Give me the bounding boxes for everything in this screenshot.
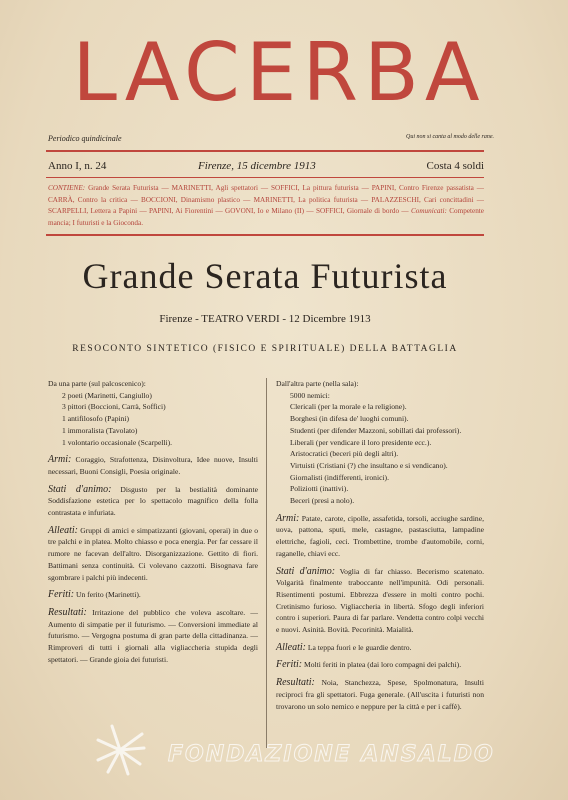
communiques-label: Comunicati:: [410, 207, 447, 215]
ansaldo-logo-icon: [90, 720, 150, 780]
list-item: Beceri (presi a nolo).: [290, 496, 355, 506]
section-resultati: [48, 607, 258, 666]
left-column: [48, 378, 258, 665]
section-armi: [48, 454, 258, 477]
article-place: Firenze - TEATRO VERDI - 12 Dicembre 1913: [159, 313, 371, 325]
section-head: Armi:: [48, 454, 72, 466]
communiques-text: Competente mancia; I futuristi e la Gioconda.: [48, 207, 484, 227]
list-item: Borghesi (in difesa de' luoghi comuni).: [290, 414, 409, 424]
section-body: Disgusto per la bestialità dominante Soddisfazione estetica per lo spettacolo magnifico della folla contrastata e infuriata.: [48, 484, 259, 518]
right-intro: Dall'altra parte (nella sala):: [276, 379, 359, 388]
section-alleati: [276, 642, 484, 654]
list-item: 5000 nemici:: [290, 390, 330, 400]
issue-price: Costa 4 soldi: [426, 160, 484, 172]
section-stati: [48, 484, 258, 519]
section-feriti: [276, 659, 484, 671]
column-divider: [266, 378, 267, 748]
contents-text: Grande Serata Futurista — MARINETTI, Agli spettatori — SOFFICI, La pittura futurista — PAPINI, Contro Firenze passatista — CARRÀ, Contro la critica — BOCCIONI, Dinamismo plastico — MARINETTI, La politica futurista — PALAZZESCHI, Cari concittadini — SCARPELLI, Lettera a Papini — PAPINI, Ai Fiorentini — GOVONI, Io e Milano (II) — SOFFICI, Giornale di bordo —: [48, 184, 484, 215]
contents-label: CONTIENE:: [48, 184, 86, 192]
table-of-contents: [48, 183, 484, 229]
section-head: Stati d'animo:: [276, 565, 336, 577]
list-item: 2 poeti (Marinetti, Cangiullo): [62, 390, 152, 400]
list-item: Liberali (per vendicare il loro presidente ecc.).: [290, 437, 432, 447]
list-item: 1 antifilosofo (Papini): [62, 414, 130, 424]
issue-info-row: [48, 160, 484, 172]
section-head: Feriti:: [48, 589, 75, 601]
section-armi: [276, 513, 484, 560]
issue-number: Anno I, n. 24: [48, 160, 107, 172]
section-alleati: [48, 525, 258, 584]
section-body: Coraggio, Strafottenza, Disinvoltura, Idee nuove, Insulti necessari, Buoni Consigli, Poesia originale.: [48, 455, 258, 476]
section-feriti: [48, 589, 258, 601]
list-item: Aristocratici (beceri più degli altri).: [290, 449, 399, 459]
section-body: Gruppi di amici e simpatizzanti (giovani, operai) in due o tre palchi e in platea. Molto chiasso e poca energia. Per far cessare il rumore ne facevan dell'altro. Disorganizzazione. Gettito di fiori. Battimani senza continuità. Ci volevano cazzotti. Bisognava fare sgombrare i palchi più indecenti.: [48, 525, 258, 582]
section-body: Un ferito (Marinetti).: [74, 590, 141, 600]
article-title: Grande Serata Futurista: [82, 256, 448, 296]
left-intro: Da una parte (sul palcoscenico):: [48, 379, 146, 388]
contents-top-rule: [46, 177, 484, 178]
section-stati: [276, 566, 484, 636]
right-column: [276, 378, 484, 712]
section-head: Stati d'animo:: [48, 483, 112, 495]
section-resultati: [276, 677, 484, 712]
masthead-rule: [46, 150, 484, 152]
section-head: Armi:: [276, 512, 300, 524]
section-head: Alleati:: [276, 641, 306, 653]
list-item: 1 immoralista (Tavolato): [62, 425, 138, 435]
periodicity: Periodico quindicinale: [48, 134, 122, 143]
watermark: [80, 720, 500, 780]
article-subtitle: RESOCONTO SINTETICO (FISICO E SPIRITUALE) DELLA BATTAGLIA: [72, 344, 458, 354]
masthead-title: LACERBA: [72, 26, 486, 119]
list-item: 1 volontario occasionale (Scarpelli).: [62, 437, 173, 447]
section-head: Feriti:: [276, 659, 303, 671]
section-body: Voglia di far chiasso. Becerismo scatenato. Volgarità finalmente traboccante nell'impunità. Odi personali. Risentimenti postumi. Ebbrezza d'essere in molti contro pochi. Cretinismo furioso. Vigliaccheria in libertà. Sfogo degli inferiori contro i superiori. Paura di far parlare. Vendetta contro colpi vecchi e nuovi. Asinità. Bovità. Pecorinità. Maialità.: [276, 566, 485, 635]
section-body: Irritazione del pubblico che voleva ascoltare. — Aumento di simpatie per il futurismo. — Conversioni immediate al futurismo. — Vergogna postuma di gran parte della cittadinanza. — Rimproveri di tutti i giornali alla vigliaccheria stupida degli spettatori. — Grande gioia dei futuristi.: [48, 607, 258, 664]
section-head: Resultati:: [48, 606, 87, 618]
issue-date: Firenze, 15 dicembre 1913: [198, 160, 316, 172]
section-head: Resultati:: [276, 677, 315, 689]
motto: Qui non si canta al modo delle rane.: [406, 134, 494, 140]
list-item: Poliziotti (inattivi).: [290, 484, 349, 494]
section-body: Patate, carote, cipolle, assafetida, torsoli, acciughe sardine, uova, pattona, sputi, mele, castagne, pastasciutta, lampadine elettriche, fagioli, ceci. Trombettine, trombe d'automobile, corni, raganelle, chiavi ecc.: [276, 513, 484, 558]
list-item: Giornalisti (indifferenti, ironici).: [290, 472, 389, 482]
section-body: Noia, Stanchezza, Spese, Spolmonatura, Insulti reciproci fra gli spettatori. Fuga generale. (All'uscita i futuristi non trovarono un solo nemico e neppure per la città e per i caffè).: [276, 678, 484, 711]
list-item: Clericali (per la morale e la religione).: [290, 402, 407, 412]
contents-bottom-rule: [46, 234, 484, 236]
section-body: La teppa fuori e le guardie dentro.: [306, 642, 412, 652]
list-item: Studenti (per difender Mazzoni, sobillati dai professori).: [290, 425, 462, 435]
watermark-text: FONDAZIONE ANSALDO: [168, 742, 495, 767]
section-body: Molti feriti in platea (dai loro compagni dei palchi).: [302, 660, 462, 670]
list-item: Virtuisti (Cristiani (?) che insultano e si vendicano).: [290, 460, 448, 470]
section-head: Alleati:: [48, 524, 78, 536]
list-item: 3 pittori (Boccioni, Carrà, Soffici): [62, 402, 166, 412]
